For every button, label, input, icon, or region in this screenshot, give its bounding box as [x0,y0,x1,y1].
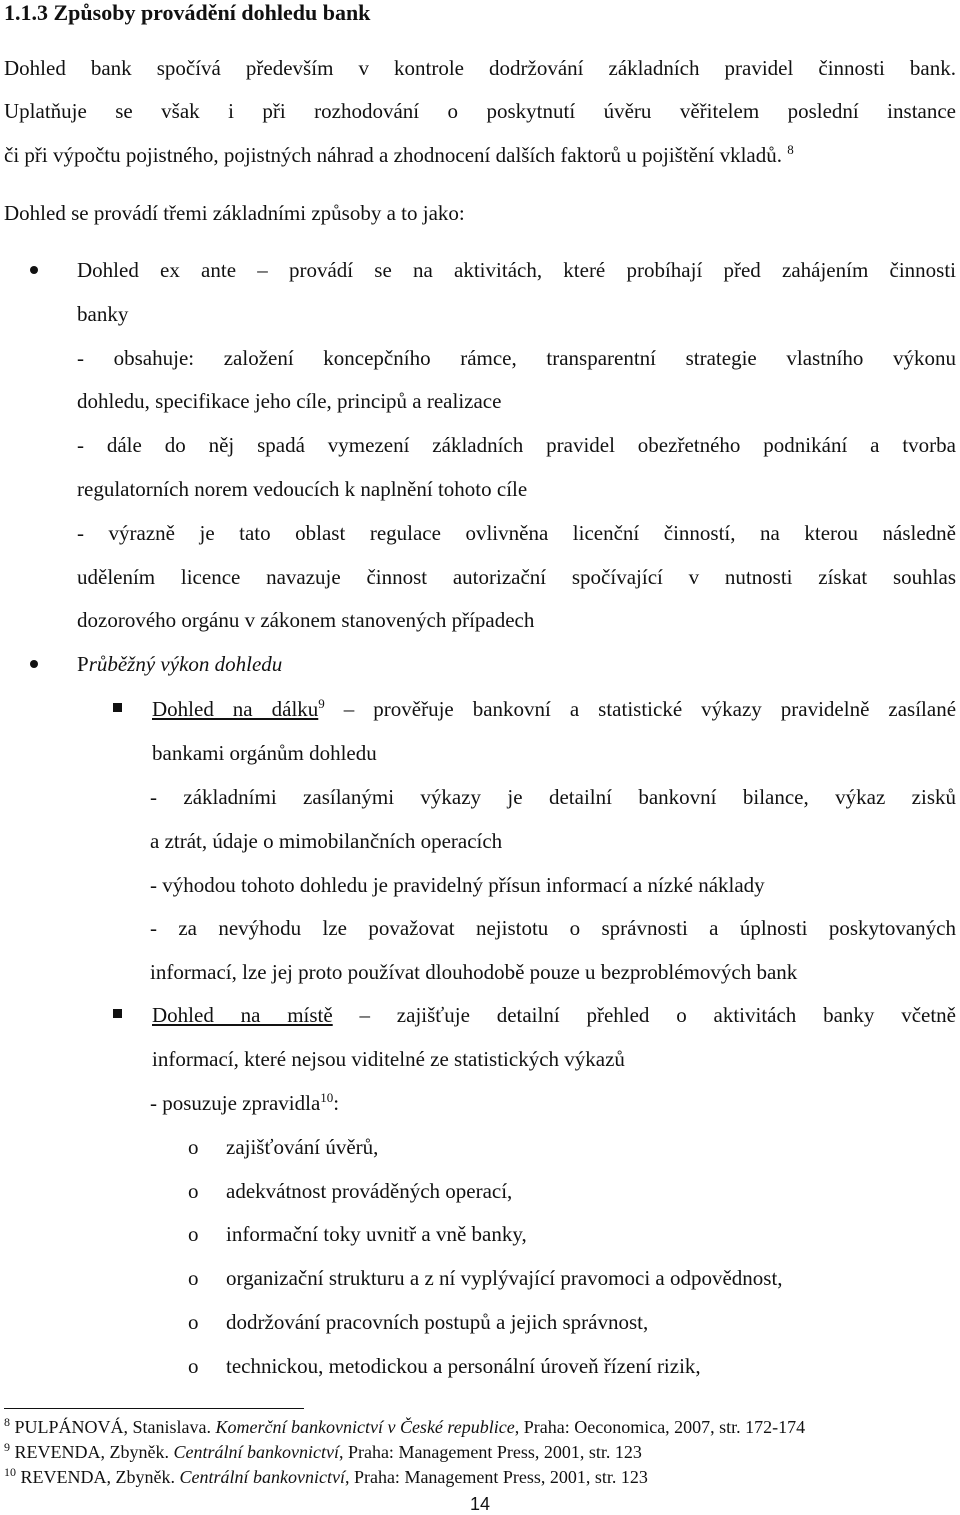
footnote-ref-9[interactable]: 9 [318,696,325,711]
miste-item: organizační strukturu a z ní vyplývající pravomoci a odpovědnost, [226,1266,783,1290]
ex-ante-line-6: regulatorních norem vedoucích k naplnění tohoto cíle [77,477,528,501]
square-bullet-icon [113,1009,122,1018]
ex-ante-line-2: banky [77,302,129,326]
ex-ante-line-1: Dohled ex ante – provádí se na aktivitách, které probíhají před zahájením činnosti [77,258,956,282]
dalku-line-1: Dohled na dálku$^9$ – prověřuje bankovní a statistické výkazy pravidelně zasílané [152,696,957,721]
dalku-line-4: a ztrát, údaje o mimobilančních operacích [150,829,503,853]
circle-bullet-icon: o [188,1135,199,1159]
circle-bullet-icon: o [188,1266,199,1290]
ex-ante-line-3: - obsahuje: založení koncepčního rámce, transparentní strategie vlastního výkonu [77,346,956,370]
miste-line-3: - posuzuje zpravidla$^{10}$: [150,1090,340,1115]
intro-line-4: Dohled se provádí třemi základními způsoby a to jako: [4,201,465,225]
square-bullet-icon [113,703,122,712]
bullet-icon [30,266,38,274]
circle-bullet-icon: o [188,1354,199,1378]
circle-bullet-icon: o [188,1310,199,1334]
miste-item: zajišťování úvěrů, [226,1135,379,1159]
page-number: 14 [469,1494,491,1514]
intro-line-3: či při výpočtu pojistného, pojistných náhrad a zhodnocení dalších faktorů u pojištění vkladů. $^8$ [4,142,794,167]
ex-ante-line-8: udělením licence navazuje činnost autorizační spočívající v nutnosti získat souhlas [77,565,956,589]
section-heading: 1.1.3 Způsoby provádění dohledu bank [4,0,371,25]
dalku-line-2: bankami orgánům dohledu [152,741,377,765]
miste-item: technickou, metodickou a personální úroveň řízení rizik, [226,1354,701,1378]
footnote-ref-8[interactable]: 8 [787,142,794,157]
dalku-line-7: informací, lze jej proto používat dlouhodobě pouze u bezproblémových bank [150,960,798,984]
footnote-10: $^{10}$ REVENDA, Zbyněk. Centrální bankovnictví, Praha: Management Press, 2001, str. 123 [4,1465,648,1487]
footnote-8: $^8$ PULPÁNOVÁ, Stanislava. Komerční bankovnictví v České republice, Praha: Oeconomica, 2007, str. 172-174 [4,1415,806,1437]
dalku-line-3: - základními zasílanými výkazy je detailní bankovní bilance, výkaz zisků [150,785,956,809]
miste-line-1: Dohled na místě – zajišťuje detailní přehled o aktivitách banky včetně [152,1003,957,1027]
bullet-icon [30,660,38,668]
circle-bullet-icon: o [188,1179,199,1203]
footnote-9: $^9$ REVENDA, Zbyněk. Centrální bankovnictví, Praha: Management Press, 2001, str. 123 [4,1440,642,1462]
miste-item: dodržování pracovních postupů a jejich správnost, [226,1310,649,1334]
footnote-separator [4,1408,304,1409]
ex-ante-line-4: dohledu, specifikace jeho cíle, principů a realizace [77,389,502,413]
miste-line-2: informací, které nejsou viditelné ze statistických výkazů [152,1047,625,1071]
footnote-ref-10[interactable]: 10 [320,1090,334,1105]
ex-ante-line-7: - výrazně je tato oblast regulace ovlivněna licenční činností, na kterou následně [77,521,956,545]
intro-line-2: Uplatňuje se však i při rozhodování o poskytnutí úvěru věřitelem poslední instance [4,99,956,123]
prubezny-heading: Průběžný výkon dohledu [77,652,283,676]
dalku-line-6: - za nevýhodu lze považovat nejistotu o správnosti a úplnosti poskytovaných [150,916,956,940]
intro-line-1: Dohled bank spočívá především v kontrole dodržování základních pravidel činnosti bank. [4,56,956,80]
circle-bullet-icon: o [188,1222,199,1246]
miste-item: adekvátnost prováděných operací, [226,1179,513,1203]
miste-item: informační toky uvnitř a vně banky, [226,1222,527,1246]
ex-ante-line-9: dozorového orgánu v zákonem stanovených případech [77,608,535,632]
ex-ante-line-5: - dále do něj spadá vymezení základních pravidel obezřetného podnikání a tvorba [77,433,956,457]
dalku-line-5: - výhodou tohoto dohledu je pravidelný přísun informací a nízké náklady [150,873,765,897]
